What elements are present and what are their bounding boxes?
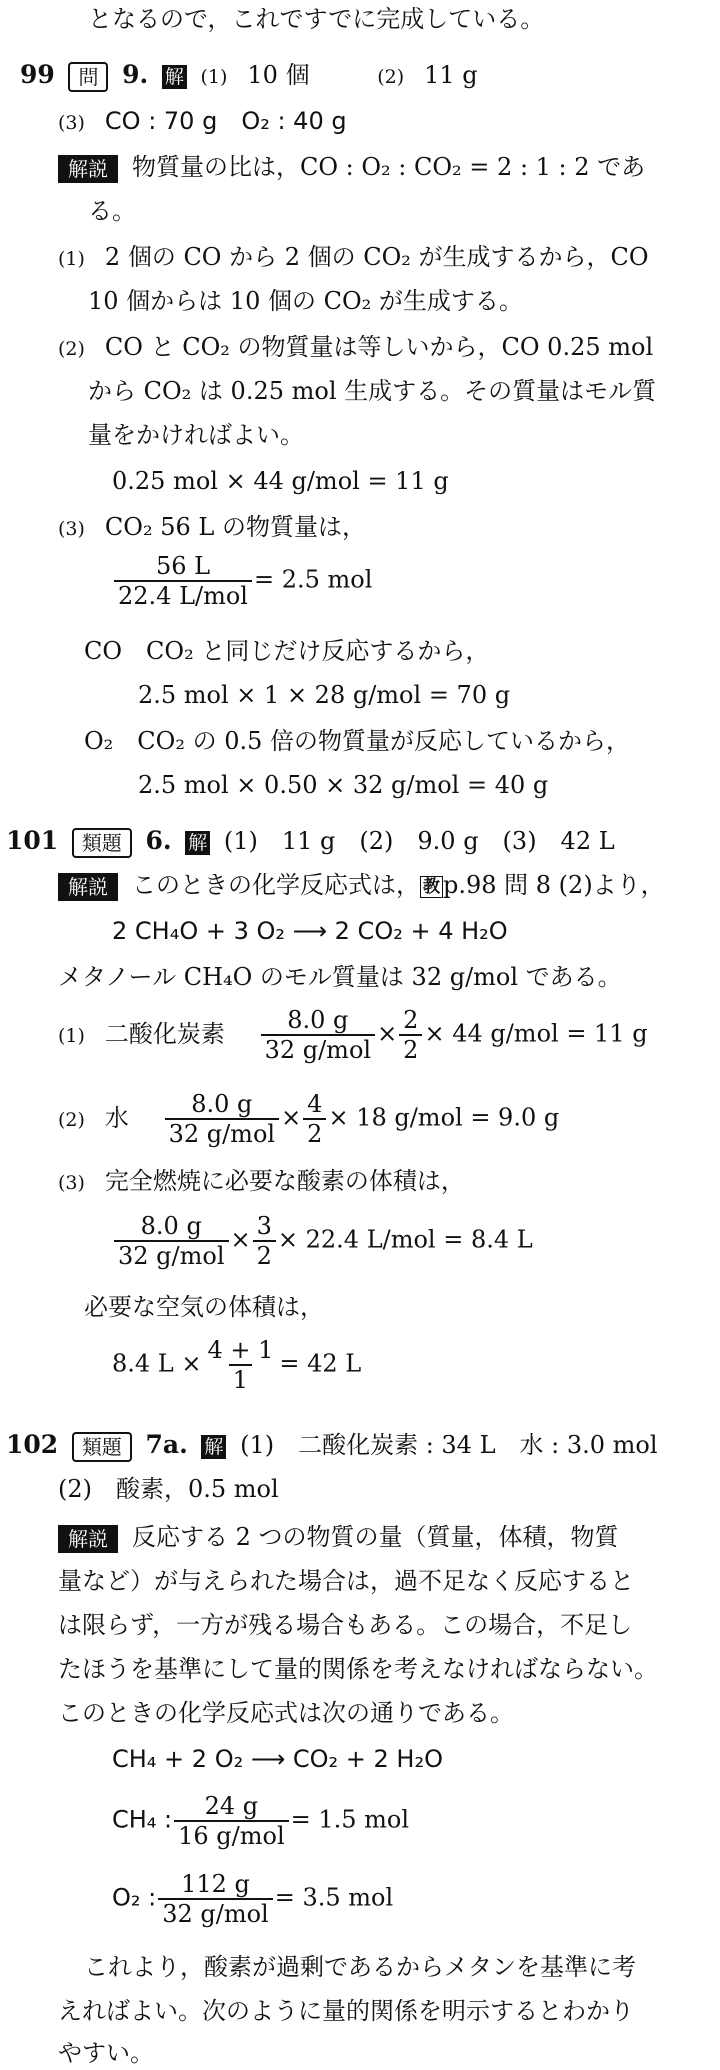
molar-mass-text: メタノール CH₄O のモル質量は 32 g/mol である。: [58, 963, 622, 991]
fraction: $\frac{2}{2}$: [399, 1006, 422, 1064]
problem-tag: 類題: [72, 828, 132, 858]
answer-mark: (2): [377, 66, 405, 88]
fraction-result: × 22.4 L/mol = 8.4 L: [277, 1225, 533, 1254]
part-text: CO₂ 56 L の物質量は，: [104, 513, 366, 541]
textbook-badge: 教: [420, 876, 443, 898]
explanation-badge: 解説: [58, 873, 118, 901]
part-text: 10 個からは 10 個の CO₂ が生成する。: [88, 287, 523, 315]
q99-explanation: [58, 150, 645, 184]
chemical-equation: 2 CH₄O + 3 O₂ ⟶ 2 CO₂ + 4 H₂O: [112, 917, 508, 945]
fraction: $\frac{24 g}{\text{16 g/mol}}$: [174, 1792, 289, 1850]
q99-part-1: [58, 240, 649, 276]
fraction: $\frac{4}{2}$: [303, 1090, 326, 1148]
part-mark: (3): [58, 518, 85, 540]
explanation-text: る。: [88, 197, 136, 225]
calculation: 2.5 mol × 1 × 28 g/mol = 70 g: [138, 681, 511, 709]
fraction: $\frac{4 + 1}{1}$: [207, 1336, 274, 1394]
part-mark: (2): [58, 1108, 85, 1131]
answer-badge: 解: [185, 831, 210, 855]
part-text: 必要な空気の体積は，: [84, 1293, 324, 1321]
part-label: 水: [104, 1103, 129, 1132]
q101-part-2: [58, 1090, 559, 1148]
answer-2: 11 g: [424, 61, 478, 89]
answer-1: (1) 二酸化炭素 : 34 L 水 : 3.0 mol: [240, 1431, 658, 1459]
fraction-expression: [112, 552, 372, 610]
answer-3: CO : 70 g O₂ : 40 g: [104, 107, 347, 135]
q99-answer-3: [58, 104, 347, 140]
explanation-text: 量など）が与えられた場合は，過不足なく反応すると: [58, 1567, 634, 1595]
expression-prefix: 8.4 L ×: [112, 1349, 202, 1378]
problem-ref: 7a.: [145, 1430, 188, 1459]
fraction-expression: [112, 1212, 533, 1270]
fraction: $\frac{112 g}{\text{32 g/mol}}$: [158, 1870, 273, 1928]
answers: (1) 11 g (2) 9.0 g (3) 42 L: [223, 827, 615, 855]
problem-number: 101: [6, 826, 59, 855]
answer-1: 10 個: [247, 61, 310, 89]
problem-number: 102: [6, 1430, 59, 1459]
answer-badge: 解: [162, 65, 187, 89]
problem-tag: 問: [68, 62, 108, 92]
fraction-result: = 42 L: [279, 1349, 362, 1378]
chemical-equation: CH₄ + 2 O₂ ⟶ CO₂ + 2 H₂O: [112, 1745, 443, 1773]
explanation-text: 反応する 2 つの物質の量（質量，体積，物質: [132, 1523, 619, 1551]
formula-label: CH₄ :: [112, 1805, 173, 1834]
fraction-result: × 18 g/mol = 9.0 g: [328, 1103, 560, 1132]
fraction: $\frac{3}{2}$: [253, 1212, 276, 1270]
fraction-result: = 1.5 mol: [290, 1805, 410, 1834]
problem-ref: 6.: [145, 826, 172, 855]
explanation-text: たほうを基準にして量的関係を考えなければならない。: [58, 1655, 658, 1683]
answer-mark: (1): [200, 66, 228, 88]
fraction: $\frac{8.0 g}{\text{32 g/mol}}$: [261, 1006, 376, 1064]
fraction-result: = 2.5 mol: [253, 565, 373, 594]
conclusion-text: やすい。: [58, 2039, 154, 2067]
intro-line: となるので，これですでに完成している。: [88, 5, 545, 33]
calculation: 2.5 mol × 0.50 × 32 g/mol = 40 g: [138, 771, 549, 799]
times-sign: ×: [281, 1103, 302, 1132]
part-text: 2 個の CO から 2 個の CO₂ が生成するから，CO: [104, 243, 649, 271]
part-text: O₂ CO₂ の 0.5 倍の物質量が反応しているから，: [84, 727, 631, 755]
q101-part-1: [58, 1006, 648, 1064]
fraction: $\frac{8.0 g}{\text{32 g/mol}}$: [114, 1212, 229, 1270]
q102-explanation: [58, 1520, 619, 1554]
o2-amount: [112, 1870, 393, 1928]
part-text: CO CO₂ と同じだけ反応するから，: [84, 637, 490, 665]
problem-tag: 類題: [72, 1432, 132, 1462]
conclusion-text: えればよい。次のように量的関係を明示するとわかり: [58, 1997, 634, 2025]
problem-number: 99: [20, 60, 55, 89]
calculation: 0.25 mol × 44 g/mol = 11 g: [112, 467, 449, 495]
part-mark: (3): [58, 1172, 85, 1194]
q99-part-3: [58, 510, 366, 546]
q101-part-3: [58, 1164, 465, 1200]
explanation-text: このときの化学反応式は，: [132, 871, 420, 899]
part-mark: (2): [58, 338, 85, 360]
q102-header: [6, 1428, 658, 1462]
fraction: $\frac{56 L}{\text{22.4 L/mol}}$: [114, 552, 252, 610]
part-mark: (1): [58, 1024, 85, 1047]
fraction-expression: [112, 1336, 361, 1394]
explanation-text: 物質量の比は，CO : O₂ : CO₂ = 2 : 1 : 2 であ: [132, 153, 646, 181]
explanation-badge: 解説: [58, 155, 118, 183]
q99-part-2: [58, 330, 653, 366]
times-sign: ×: [230, 1225, 251, 1254]
answer-2: (2) 酸素，0.5 mol: [58, 1475, 279, 1503]
ch4-amount: [112, 1792, 409, 1850]
part-mark: (1): [58, 248, 85, 270]
part-text: CO と CO₂ の物質量は等しいから，CO 0.25 mol: [104, 333, 654, 361]
explanation-text: このときの化学反応式は次の通りである。: [58, 1699, 514, 1727]
q99-header: [20, 58, 478, 94]
explanation-text: p.98 問 8 (2)より，: [443, 871, 665, 899]
q101-explanation: [58, 868, 665, 902]
times-sign: ×: [377, 1019, 398, 1048]
explanation-text: は限らず，一方が残る場合もある。この場合，不足し: [58, 1611, 633, 1639]
part-text: から CO₂ は 0.25 mol 生成する。その質量はモル質: [88, 377, 657, 405]
formula-label: O₂ :: [112, 1883, 157, 1912]
answer-badge: 解: [201, 1435, 226, 1459]
part-text: 完全燃焼に必要な酸素の体積は，: [104, 1167, 465, 1195]
explanation-badge: 解説: [58, 1525, 118, 1553]
conclusion-text: これより，酸素が過剰であるからメタンを基準に考: [84, 1953, 636, 1981]
fraction-result: × 44 g/mol = 11 g: [424, 1019, 648, 1048]
fraction: $\frac{8.0 g}{\text{32 g/mol}}$: [165, 1090, 280, 1148]
answer-mark: (3): [58, 112, 85, 134]
problem-ref: 9.: [122, 60, 149, 89]
q101-header: [6, 824, 615, 858]
part-label: 二酸化炭素: [104, 1019, 225, 1048]
fraction-result: = 3.5 mol: [274, 1883, 394, 1912]
part-text: 量をかければよい。: [88, 421, 304, 449]
